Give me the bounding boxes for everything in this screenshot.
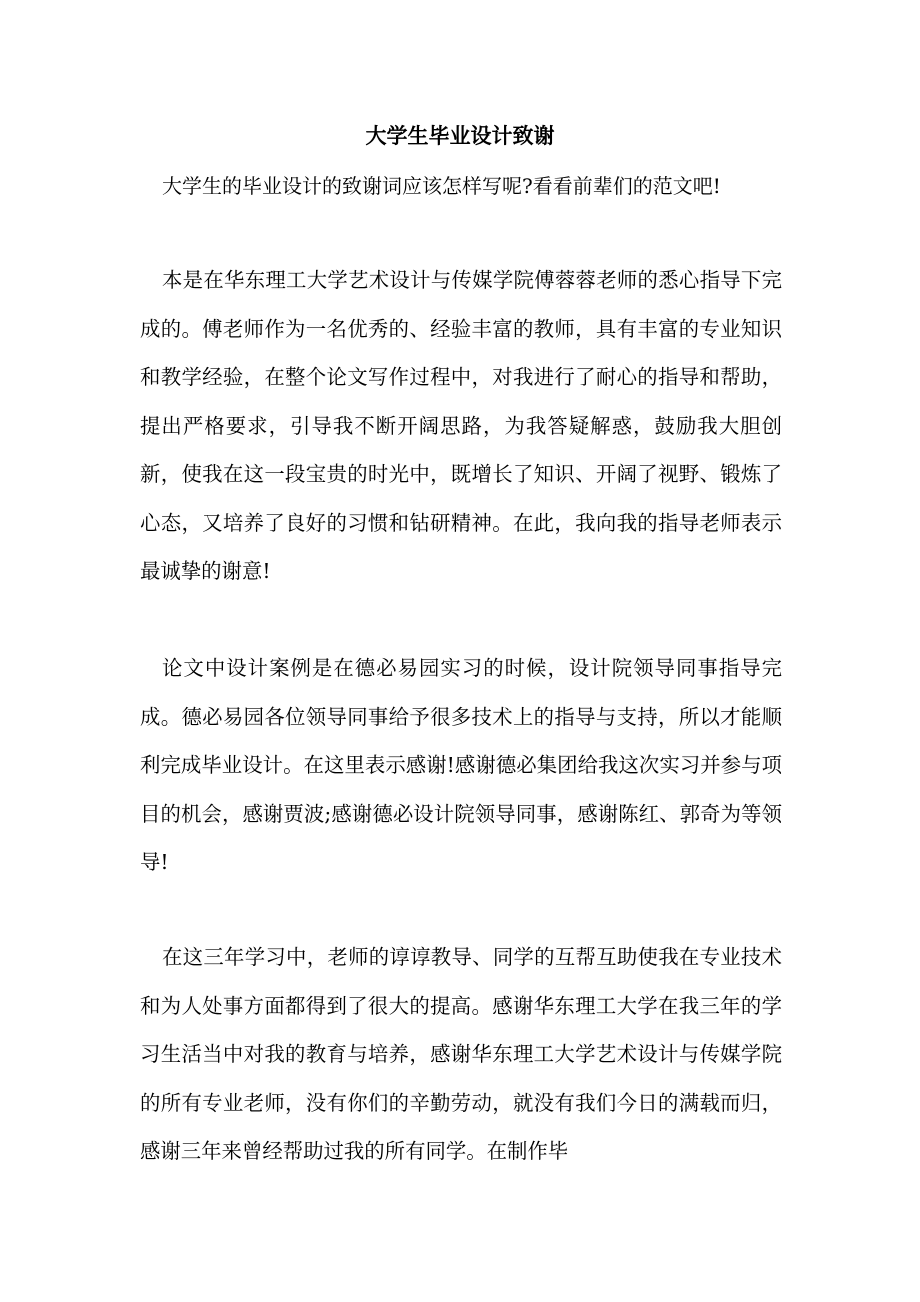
intro-line: 大学生的毕业设计的致谢词应该怎样写呢?看看前辈们的范文吧!	[162, 174, 721, 198]
paragraph-internship-thanks: 论文中设计案例是在德必易园实习的时候，设计院领导同事指导完成。德必易园各位领导同事给予很多技术上的指导与支持，所以才能顺利完成毕业设计。在这里表示感谢!感谢德必集团给我这次实习并参与项目的机会，感谢贾波;感谢德必设计院领导同事，感谢陈红、郭奇为等领导!	[140, 656, 782, 874]
paragraph-school-thanks: 在这三年学习中，老师的谆谆教导、同学的互帮互助使我在专业技术和为人处事方面都得到了很大的提高。感谢华东理工大学在我三年的学习生活当中对我的教育与培养，感谢华东理工大学艺术设计与传媒学院的所有专业老师，没有你们的辛勤劳动，就没有我们今日的满载而归，感谢三年来曾经帮助过我的所有同学。在制作毕	[140, 945, 782, 1163]
document-title: 大学生毕业设计致谢	[365, 123, 555, 148]
paragraph-advisor-thanks: 本是在华东理工大学艺术设计与传媒学院傅蓉蓉老师的悉心指导下完成的。傅老师作为一名优秀的、经验丰富的教师，具有丰富的专业知识和教学经验，在整个论文写作过程中，对我进行了耐心的指导和帮助，提出严格要求，引导我不断开阔思路，为我答疑解惑，鼓励我大胆创新，使我在这一段宝贵的时光中，既增长了知识、开阔了视野、锻炼了心态，又培养了良好的习惯和钻研精神。在此，我向我的指导老师表示最诚挚的谢意!	[140, 268, 782, 583]
